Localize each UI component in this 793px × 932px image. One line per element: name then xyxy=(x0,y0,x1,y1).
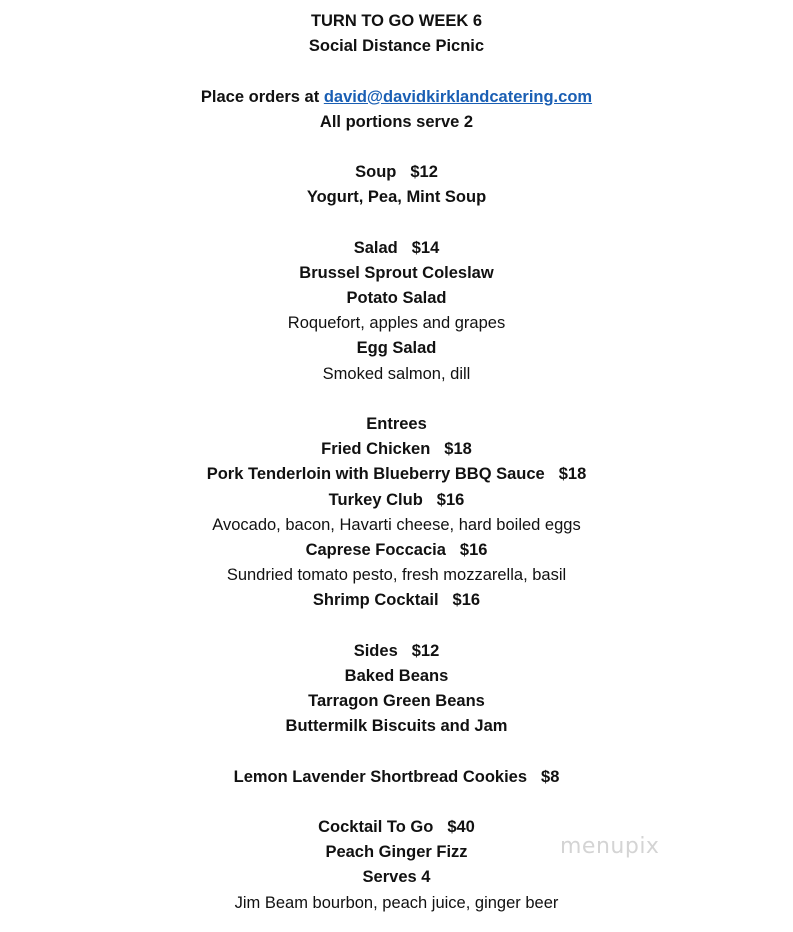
menu-subtitle: Social Distance Picnic xyxy=(308,37,485,56)
menu-item: Buttermilk Biscuits and Jam xyxy=(285,717,508,736)
spacer xyxy=(0,614,793,639)
sides-heading xyxy=(0,639,793,664)
section-price: $40 xyxy=(447,818,475,836)
watermark-logo: menupix xyxy=(560,834,660,859)
item-name: Pork Tenderloin with Blueberry BBQ Sauce xyxy=(206,465,545,484)
menu-item: Brussel Sprout Coleslaw xyxy=(299,263,494,282)
menu-item: Peach Ginger Fizz xyxy=(325,843,468,862)
section-name: Soup xyxy=(355,163,397,182)
menu-item: Yogurt, Pea, Mint Soup xyxy=(306,188,487,207)
order-prefix: Place orders at xyxy=(200,87,320,106)
section-price: $14 xyxy=(411,238,440,257)
portions-note: All portions serve 2 xyxy=(319,112,474,131)
menu-title: TURN TO GO WEEK 6 xyxy=(310,12,483,30)
section-name: Salad xyxy=(353,238,398,257)
item-description: Smoked salmon, dill xyxy=(322,364,471,383)
section-price: $12 xyxy=(410,163,438,182)
item-description: Roquefort, apples and grapes xyxy=(287,314,506,333)
item-name: Turkey Club xyxy=(328,490,423,509)
item-name: Lemon Lavender Shortbread Cookies xyxy=(233,767,528,786)
item-description: Sundried tomato pesto, fresh mozzarella, basil xyxy=(226,566,567,585)
spacer xyxy=(0,739,793,764)
item-price: $16 xyxy=(452,591,481,610)
spacer xyxy=(0,211,793,236)
item-price: $16 xyxy=(436,490,465,509)
item-name: Fried Chicken xyxy=(321,440,431,459)
spacer xyxy=(0,135,793,160)
email-link[interactable]: david@davidkirklandcatering.com xyxy=(323,87,593,106)
soup-heading xyxy=(0,160,793,185)
menu-item: Egg Salad xyxy=(356,339,437,358)
salad-heading xyxy=(0,236,793,261)
menu-item: Baked Beans xyxy=(344,666,449,685)
spacer xyxy=(0,59,793,84)
menu-item xyxy=(0,488,793,513)
spacer xyxy=(0,790,793,815)
order-line xyxy=(0,85,793,110)
menu-item xyxy=(0,462,793,487)
item-name: Shrimp Cocktail xyxy=(312,591,439,610)
item-price: $16 xyxy=(459,540,488,559)
item-description: Avocado, bacon, Havarti cheese, hard boiled eggs xyxy=(212,515,581,534)
section-price: $12 xyxy=(411,641,440,660)
item-price: $18 xyxy=(558,465,587,484)
menu-item: Tarragon Green Beans xyxy=(308,692,485,711)
menu-document xyxy=(0,9,793,916)
menu-item xyxy=(0,588,793,613)
item-description: Jim Beam bourbon, peach juice, ginger beer xyxy=(234,893,559,912)
item-price: $8 xyxy=(541,767,560,786)
section-name: Sides xyxy=(353,641,398,660)
cocktail-heading xyxy=(0,815,793,840)
item-price: $18 xyxy=(444,440,472,459)
entrees-heading: Entrees xyxy=(366,415,427,433)
menu-item xyxy=(0,538,793,563)
menu-item: Potato Salad xyxy=(346,289,447,308)
serves-note: Serves 4 xyxy=(362,868,431,887)
dessert-item xyxy=(0,765,793,790)
spacer xyxy=(0,387,793,412)
section-name: Cocktail To Go xyxy=(318,818,434,836)
menu-item xyxy=(0,437,793,462)
item-name: Caprese Foccacia xyxy=(305,540,446,559)
